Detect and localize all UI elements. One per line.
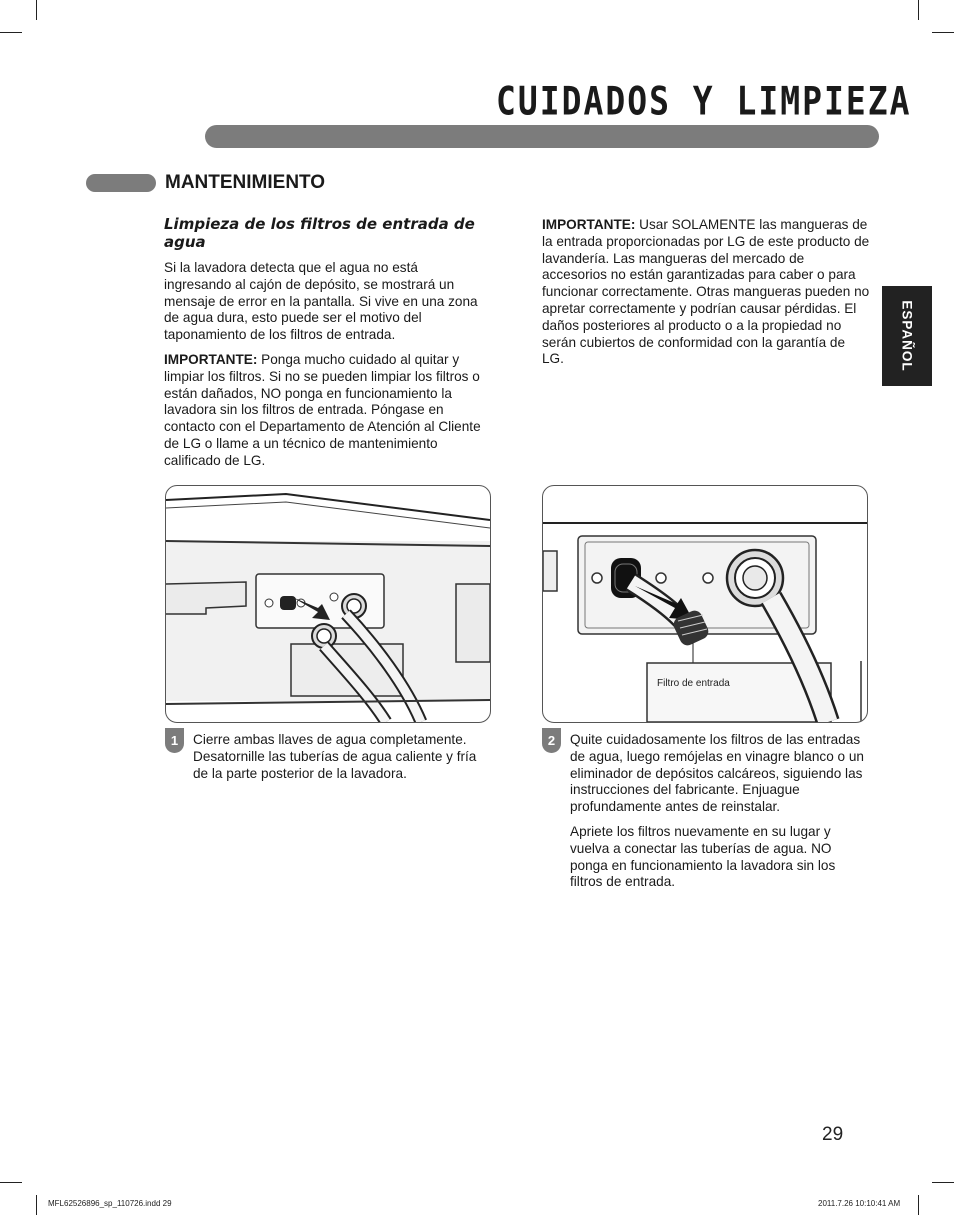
step-number-1: 1 <box>165 728 184 753</box>
important-label: IMPORTANTE: <box>164 351 258 367</box>
title-bar <box>205 125 879 148</box>
subheading: Limpieza de los filtros de entrada de agua <box>164 215 475 251</box>
step-paragraph: Cierre ambas llaves de agua completamente. Desatornille las tuberías de agua caliente y fría de la parte posterior de la lavadora. <box>193 732 477 781</box>
step-paragraph: Apriete los filtros nuevamente en su lugar y vuelva a conectar las tuberías de agua. NO ponga en funcionamiento la lavadora sin los filtros de entrada. <box>570 823 836 890</box>
crop-mark <box>932 32 954 33</box>
filter-label: Filtro de entrada <box>657 678 730 689</box>
crop-mark <box>36 0 37 20</box>
crop-mark <box>918 1195 919 1215</box>
crop-mark <box>36 1195 37 1215</box>
important-paragraph <box>164 352 482 470</box>
left-column <box>164 215 482 478</box>
figure-disconnect-hoses <box>165 485 491 723</box>
section-pill <box>86 174 156 192</box>
step-paragraph: Quite cuidadosamente los filtros de las entradas de agua, luego remójelas en vinagre blanco o un eliminador de depósitos calcáreos, siguiendo las instrucciones del fabricante. Enjuague profundamente antes de reinstalar. <box>570 732 864 815</box>
crop-mark <box>0 1182 22 1183</box>
important-text: Ponga mucho cuidado al quitar y limpiar los filtros. Si no se pueden limpiar los filtros o están dañados, NO ponga en funcionamiento la lavadora sin los filtros de entrada. Póngase en contacto con el Departamento de Atención al Cliente de LG o llame a un técnico de mantenimiento calificado de LG. <box>164 351 481 468</box>
language-tab-label: ESPAÑOL <box>899 300 915 372</box>
right-column <box>542 217 870 376</box>
step-1-text <box>193 732 491 790</box>
section-title: MANTENIMIENTO <box>165 172 326 193</box>
crop-mark <box>918 0 919 20</box>
figure-remove-filter <box>542 485 868 723</box>
step-2-text <box>570 732 868 899</box>
page-number: 29 <box>822 1124 844 1145</box>
step-number-2: 2 <box>542 728 561 753</box>
footer-file-info: MFL62526896_sp_110726.indd 29 <box>48 1199 172 1208</box>
washer-back-illustration <box>166 486 490 722</box>
crop-mark <box>932 1182 954 1183</box>
important-label-right: IMPORTANTE: <box>542 217 636 232</box>
intro-paragraph: Si la lavadora detecta que el agua no está ingresando al cajón de depósito, se mostrará un mensaje de error en la pantalla. Si vive en una zona de agua dura, esto puede ser el motivo del taponamiento de los filtros de entrada. <box>164 260 478 343</box>
footer-timestamp: 2011.7.26 10:10:41 AM <box>818 1199 901 1208</box>
important-paragraph-right <box>542 217 870 368</box>
crop-mark <box>0 32 22 33</box>
language-tab <box>882 286 932 386</box>
page-title: CUIDADOS Y LIMPIEZA <box>496 78 912 125</box>
important-text-right: Usar SOLAMENTE las mangueras de la entrada proporcionadas por LG de este producto de lavandería. Las mangueras del mercado de accesorios no están garantizadas para caber o para funcionar correctamente. Otras mangueras pueden no apretar correctamente y podrían causar pérdidas. El daños posteriores al producto o a la propiedad no serán cubiertos de conformidad con la garantía de LG. <box>542 217 870 367</box>
